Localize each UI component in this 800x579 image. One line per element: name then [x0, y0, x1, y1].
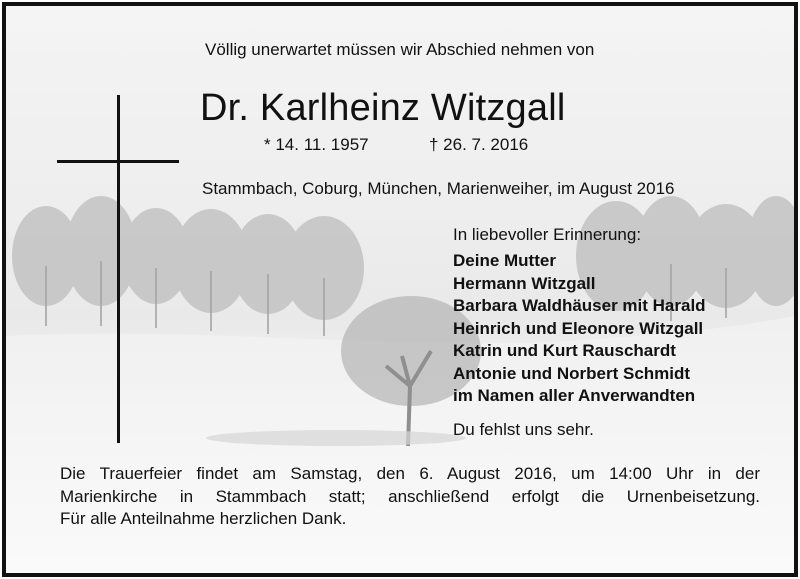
service-line: Marienkirche in Stammbach statt; anschließend erfolgt die Urnenbeisetzung. [60, 486, 760, 506]
service-line: Die Trauerfeier findet am Samstag, den 6. August 2016, um 14:00 Uhr in der [60, 464, 760, 483]
intro-text: Völlig unerwartet müssen wir Abschied nehmen von [205, 40, 595, 59]
mourner-item: im Namen aller Anverwandten [453, 386, 696, 405]
birth-date: * 14. 11. 1957 [264, 135, 369, 154]
mourner-item: Heinrich und Eleonore Witzgall [453, 318, 704, 338]
mourner-item: Antonie und Norbert Schmidt [453, 363, 691, 383]
obituary-frame [2, 2, 798, 577]
memory-heading: In liebevoller Erinnerung: [453, 225, 642, 244]
funeral-service-info [60, 463, 760, 531]
cross-symbol-horizontal [57, 160, 179, 163]
closing-line: Du fehlst uns sehr. [453, 420, 594, 439]
deceased-name: Dr. Karlheinz Witzgall [200, 87, 566, 129]
death-date: † 26. 7. 2016 [429, 135, 529, 154]
places-and-date: Stammbach, Coburg, München, Marienweiher, im August 2016 [202, 179, 675, 198]
mourner-item: Deine Mutter [453, 251, 556, 270]
cross-symbol-vertical [117, 95, 120, 443]
mourners-list [453, 250, 706, 408]
mourner-item: Hermann Witzgall [453, 273, 596, 293]
thanks-line: Für alle Anteilnahme herzlichen Dank. [60, 509, 347, 528]
mourner-item: Barbara Waldhäuser mit Harald [453, 296, 706, 315]
mourner-item: Katrin und Kurt Rauschardt [453, 341, 676, 360]
